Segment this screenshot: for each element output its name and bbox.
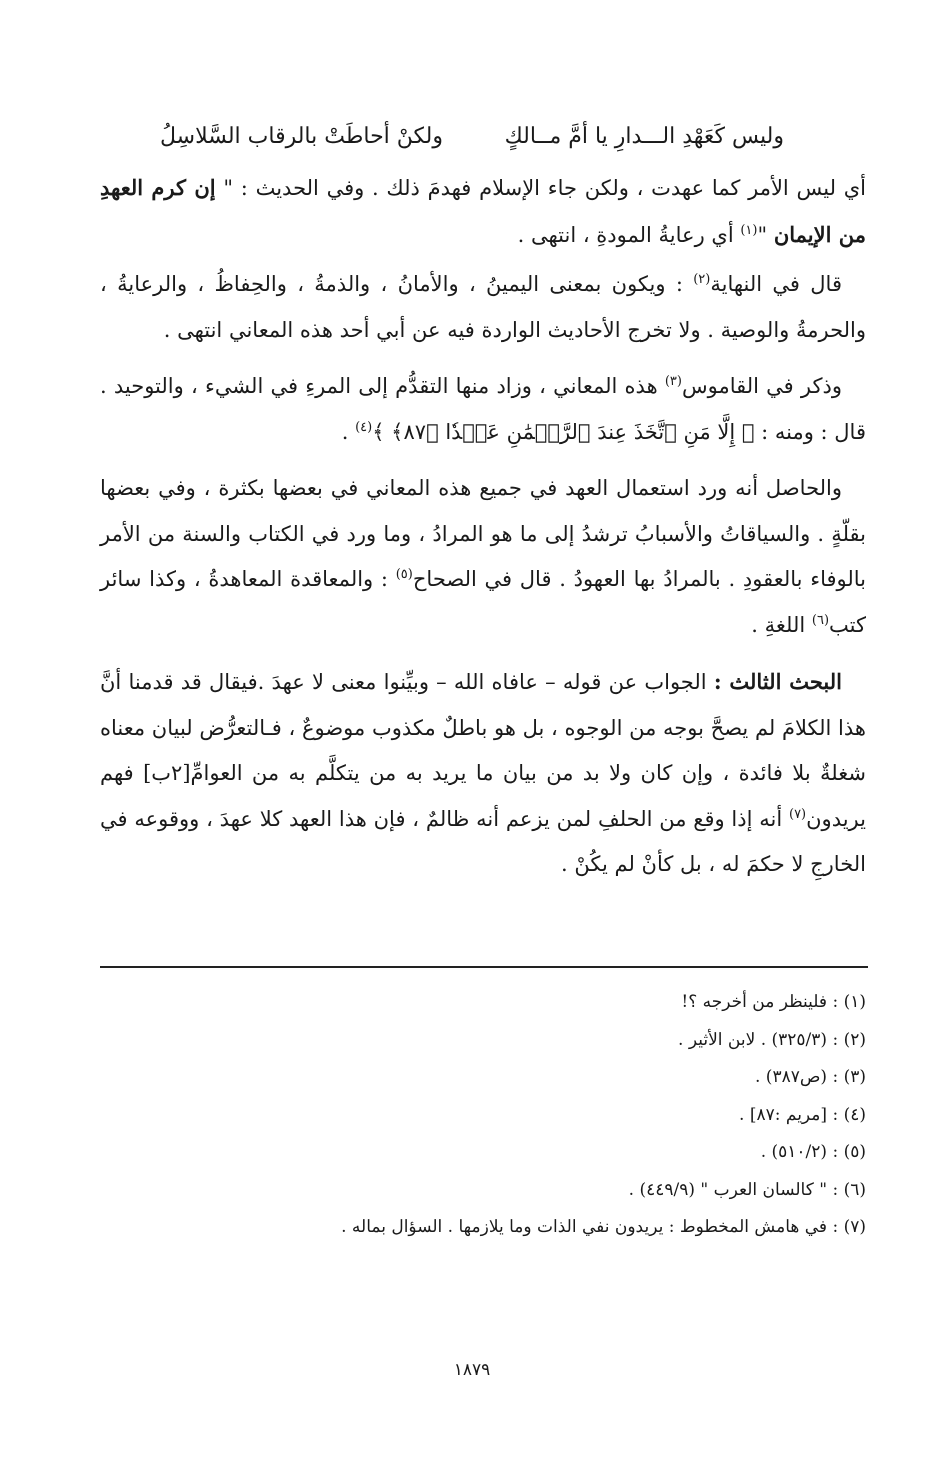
page-number: ١٨٧٩	[453, 1360, 491, 1380]
paragraph-5	[100, 659, 866, 888]
text-run: أي رعايةُ المودةِ ، انتهى .	[517, 222, 741, 247]
poetry-verse	[160, 112, 784, 162]
footnote-ref-1: (١)	[740, 222, 758, 238]
paragraph-1	[100, 165, 866, 258]
text-run: هذه المعاني ، وزاد منها التقدُّم إلى المرءِ في الشيء ، والتوحيد . قال : ومنه : ﴿ إِلَّا مَنِ ٱتَّخَذَ عِندَ ٱلرَّحۡمَٰنِ عَهۡدٗا ﴿٨٧﴾ ﴾	[100, 374, 866, 444]
text-run: .	[341, 419, 356, 444]
footnote-4: (٤) : [مريم :٨٧] .	[739, 1104, 866, 1125]
footnote-2: (٢) : (٣٢٥/٣) . لابن الأثير .	[678, 1029, 866, 1050]
footnote-ref-7: (٧)	[788, 806, 807, 822]
text-run: : ويكون بمعنى اليمينُ ، والأمانُ ، والذمةُ ، والحِفاظُ ، والرعايةُ ، والحرمةُ والوصية . ولا تخرج الأحاديث الواردة فيه عن أبي أحد هذه المعاني انتهى .	[100, 272, 866, 342]
text-run: والحاصل أنه ورد استعمال العهد في جميع هذه المعاني في بعضها بكثرة ، وفي بعضها بقلّةٍ . والسياقاتُ والأسبابُ ترشدُ إلى ما هو المرادُ ، وما ورد في الكتاب والسنة من الأمر بالوفاء بالعقودِ . بالمرادُ بها العهودُ . قال في الصحاح	[100, 476, 867, 591]
text-run: : والمعاقدة المعاهدةُ ، وكذا سائر كتب	[100, 567, 866, 637]
verse-first-hemistich: وليس كَعَهْدِ الـــدارِ يا أمَّ مــالكٍ	[504, 124, 784, 149]
text-run: "	[757, 222, 774, 247]
footnote-ref-3: (٣)	[664, 374, 682, 389]
paragraph-2	[100, 262, 866, 353]
footnote-6: (٦) : " كالسان العرب " (٤٤٩/٩) .	[628, 1179, 866, 1200]
text-run: قال في النهاية	[710, 272, 842, 296]
footnote-ref-6: (٦)	[811, 612, 830, 628]
paragraph-4	[100, 466, 866, 648]
footnote-divider	[100, 966, 868, 968]
footnote-ref-5: (٥)	[395, 567, 413, 582]
section-heading: البحث الثالث :	[713, 669, 842, 694]
text-run: أنه إذا وقع من الحلفِ لمن يزعم أنه ظالمٌ ، فإن هذا العهد كلا عهدَ ، ووقوعه في الخارجِ لا حكمَ له ، بل كأنْ لم يكُنْ .	[100, 806, 866, 876]
text-run: الجواب عن قوله – عافاه الله – وبيِّنوا معنى لا عهدَ .فيقال قد قدمنا أنَّ هذا الكلامَ لم يصحَّ بوجه من الوجوه ، بل هو باطلٌ مكذوب موضوعٌ ، فـالتعرُّض لبيان معناه شغلةٌ بلا فائدة ، وإن كان ولا بد من بيان ما يريد به من يتكلَّم به من العوامِّ[٢ب] فهم يريدون	[100, 670, 866, 831]
verse-second-hemistich: ولكنْ أحاطَتْ بالرقاب السَّلاسِلُ	[160, 124, 443, 149]
footnote-5: (٥) : (٥١٠/٢) .	[760, 1142, 866, 1162]
footnotes	[100, 984, 866, 1247]
hadith-bold: إن كرم العهدِ من الإيمان	[100, 175, 866, 247]
text-run: وذكر في القاموس	[681, 374, 842, 398]
footnote-ref-2: (٢)	[693, 272, 711, 287]
footnote-7: (٧) : في هامش المخطوط : يريدون نفي الذات وما يلازمها . السؤال بماله .	[341, 1217, 866, 1237]
footnote-3: (٣) : (ص٣٨٧) .	[755, 1067, 866, 1087]
footnote-ref-4: (٤)	[355, 419, 373, 435]
text-run: أي ليس الأمر كما عهدت ، ولكن جاء الإسلام فهدمَ ذلك . وفي الحديث : "	[215, 176, 866, 200]
main-text	[100, 165, 866, 899]
paragraph-3	[100, 364, 866, 455]
footnote-1: (١) : فلينظر من أخرجه ؟!	[681, 992, 866, 1012]
text-run: اللغةِ .	[751, 612, 812, 637]
